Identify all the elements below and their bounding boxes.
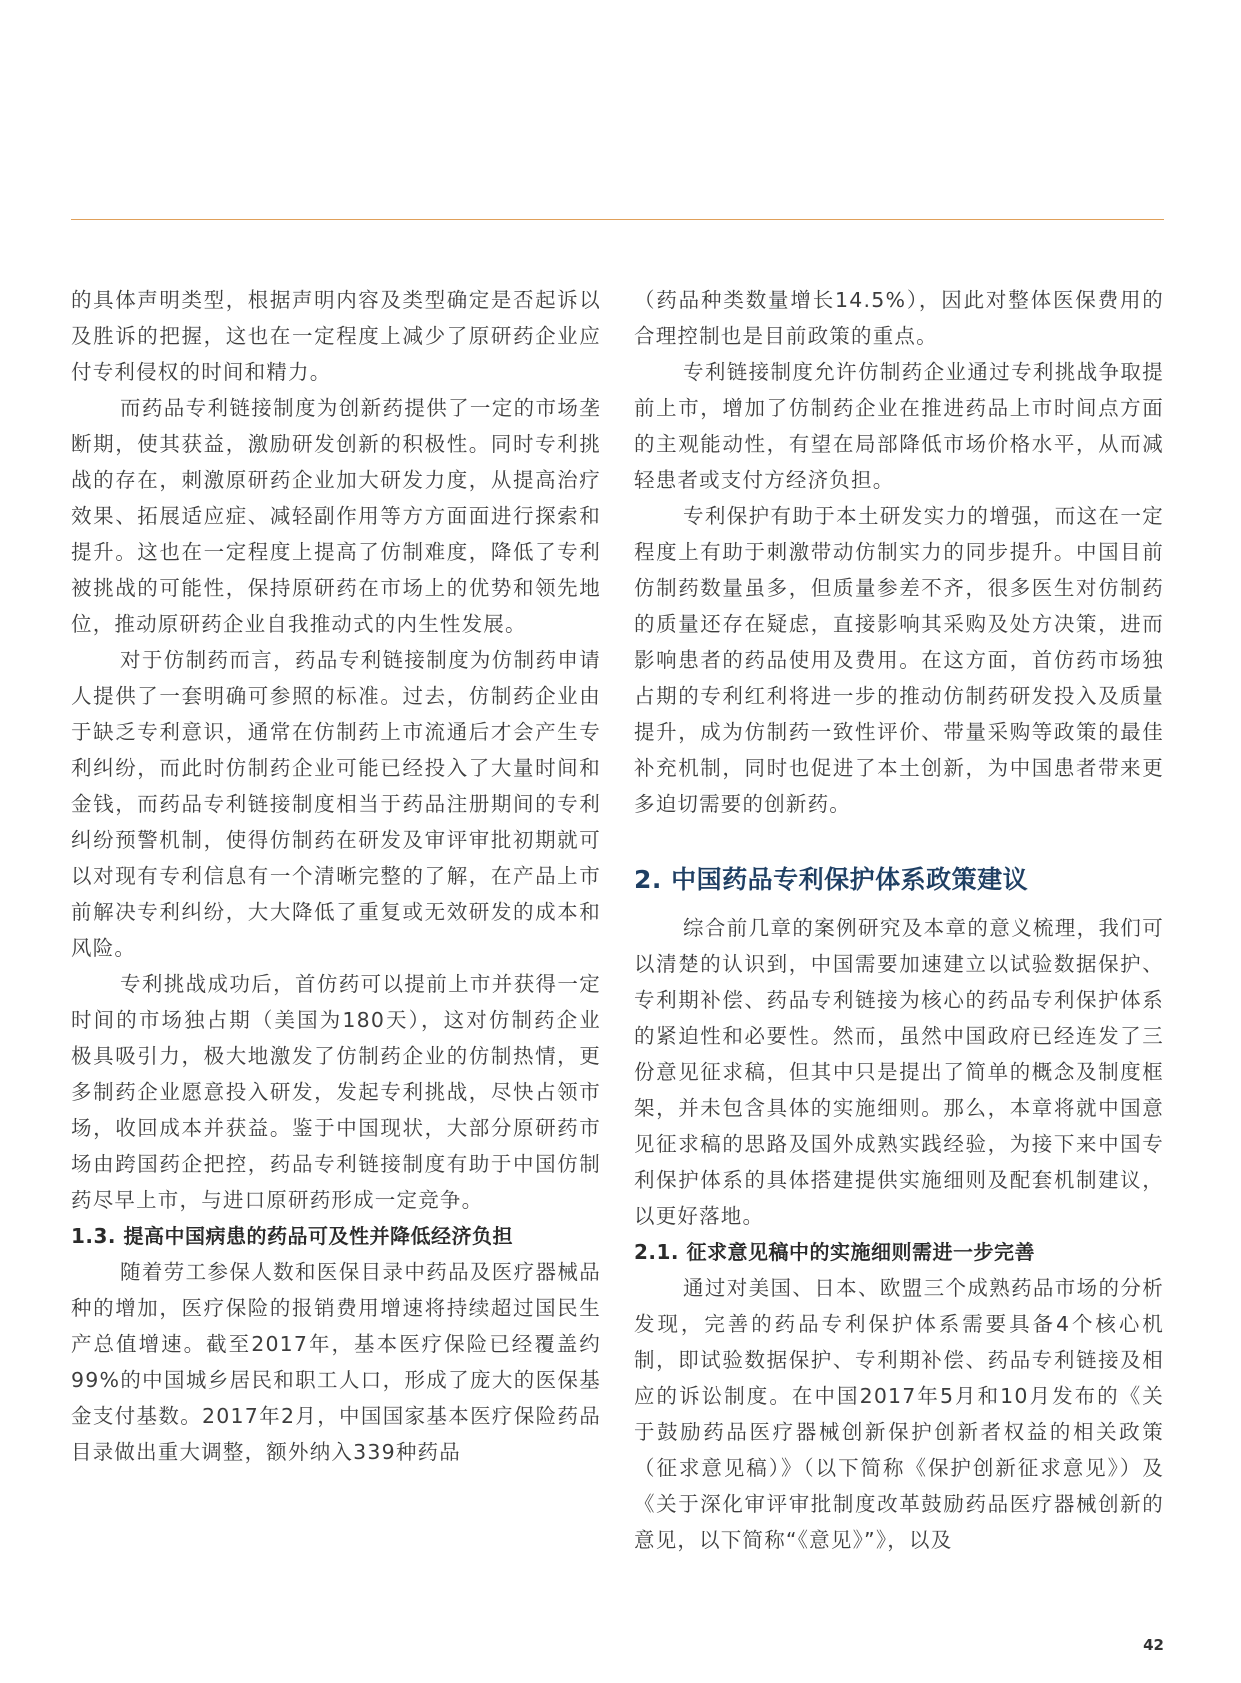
- page-number: 42: [1143, 1636, 1164, 1654]
- section-heading: 2. 中国药品专利保护体系政策建议: [634, 865, 1029, 894]
- paragraph: 的具体声明类型，根据声明内容及类型确定是否起诉以及胜诉的把握，这也在一定程度上减少了原研药企业应付专利侵权的时间和精力。: [71, 288, 601, 384]
- paragraph: （药品种类数量增长14.5%），因此对整体医保费用的合理控制也是目前政策的重点。: [634, 288, 1164, 348]
- paragraph: 通过对美国、日本、欧盟三个成熟药品市场的分析发现，完善的药品专利保护体系需要具备4个核心机制，即试验数据保护、专利期补偿、药品专利链接及相应的诉讼制度。在中国2017年5月和10月发布的《关于鼓励药品医疗器械创新保护创新者权益的相关政策（征求意见稿）》（以下简称《保护创新征求意见》）及《关于深化审评审批制度改革鼓励药品医疗器械创新的意见，以下简称“《意见》”》，以及: [634, 1276, 1164, 1552]
- subsection-heading: 1.3. 提高中国病患的药品可及性并降低经济负担: [71, 1224, 513, 1248]
- paragraph: 综合前几章的案例研究及本章的意义梳理，我们可以清楚的认识到，中国需要加速建立以试验数据保护、专利期补偿、药品专利链接为核心的药品专利保护体系的紧迫性和必要性。然而，虽然中国政府已经连发了三份意见征求稿，但其中只是提出了简单的概念及制度框架，并未包含具体的实施细则。那么，本章将就中国意见征求稿的思路及国外成熟实践经验，为接下来中国专利保护体系的具体搭建提供实施细则及配套机制建议，以更好落地。: [634, 916, 1164, 1228]
- paragraph: 对于仿制药而言，药品专利链接制度为仿制药申请人提供了一套明确可参照的标准。过去，仿制药企业由于缺乏专利意识，通常在仿制药上市流通后才会产生专利纠纷，而此时仿制药企业可能已经投入了大量时间和金钱，而药品专利链接制度相当于药品注册期间的专利纠纷预警机制，使得仿制药在研发及审评审批初期就可以对现有专利信息有一个清晰完整的了解，在产品上市前解决专利纠纷，大大降低了重复或无效研发的成本和风险。: [71, 648, 601, 960]
- subsection-heading: 2.1. 征求意见稿中的实施细则需进一步完善: [634, 1240, 1035, 1264]
- paragraph: 专利保护有助于本土研发实力的增强，而这在一定程度上有助于刺激带动仿制实力的同步提升。中国目前仿制药数量虽多，但质量参差不齐，很多医生对仿制药的质量还存在疑虑，直接影响其采购及处方决策，进而影响患者的药品使用及费用。在这方面，首仿药市场独占期的专利红利将进一步的推动仿制药研发投入及质量提升，成为仿制药一致性评价、带量采购等政策的最佳补充机制，同时也促进了本土创新，为中国患者带来更多迫切需要的创新药。: [634, 504, 1164, 816]
- paragraph: 随着劳工参保人数和医保目录中药品及医疗器械品种的增加，医疗保险的报销费用增速将持续超过国民生产总值增速。截至2017年，基本医疗保险已经覆盖约99%的中国城乡居民和职工人口，形成了庞大的医保基金支付基数。2017年2月，中国国家基本医疗保险药品目录做出重大调整，额外纳入339种药品: [71, 1260, 601, 1464]
- right-column: [634, 282, 1164, 1558]
- paragraph: 而药品专利链接制度为创新药提供了一定的市场垄断期，使其获益，激励研发创新的积极性。同时专利挑战的存在，刺激原研药企业加大研发力度，从提高治疗效果、拓展适应症、减轻副作用等方方面面进行探索和提升。这也在一定程度上提高了仿制难度，降低了专利被挑战的可能性，保持原研药在市场上的优势和领先地位，推动原研药企业自我推动式的内生性发展。: [71, 396, 601, 636]
- paragraph: 专利链接制度允许仿制药企业通过专利挑战争取提前上市，增加了仿制药企业在推进药品上市时间点方面的主观能动性，有望在局部降低市场价格水平，从而减轻患者或支付方经济负担。: [634, 360, 1164, 492]
- paragraph: 专利挑战成功后，首仿药可以提前上市并获得一定时间的市场独占期（美国为180天），这对仿制药企业极具吸引力，极大地激发了仿制药企业的仿制热情，更多制药企业愿意投入研发，发起专利挑战，尽快占领市场，收回成本并获益。鉴于中国现状，大部分原研药市场由跨国药企把控，药品专利链接制度有助于中国仿制药尽早上市，与进口原研药形成一定竞争。: [71, 972, 601, 1212]
- left-column: [71, 282, 601, 1470]
- header-rule: [71, 219, 1164, 220]
